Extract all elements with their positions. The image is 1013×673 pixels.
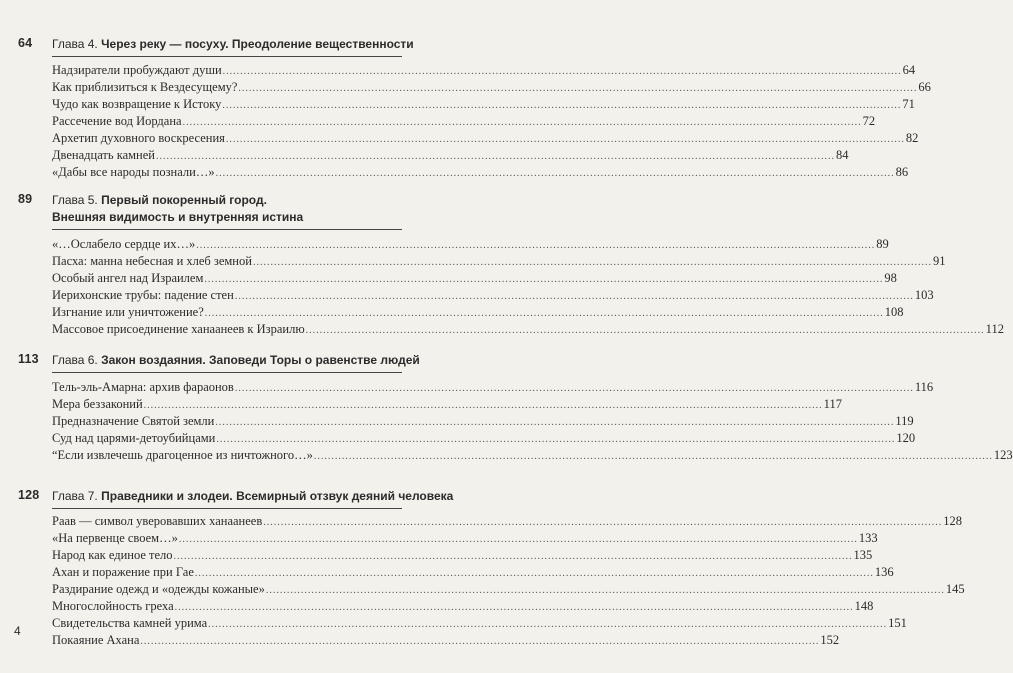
entry-page: 120 (896, 431, 916, 445)
toc-entry[interactable] (52, 531, 878, 548)
entry-page: 135 (853, 548, 873, 562)
entry-title: Раздирание одежд и «одежды кожаные» (52, 582, 265, 596)
leader-dots (235, 383, 914, 394)
entry-page: 145 (945, 582, 965, 596)
chapter-title (52, 36, 414, 53)
leader-dots (222, 100, 901, 111)
entry-page: 112 (985, 322, 1004, 336)
leader-dots (253, 257, 932, 268)
leader-dots (216, 434, 895, 445)
entry-page: 98 (884, 271, 897, 285)
toc-entry[interactable] (52, 633, 840, 650)
entry-page: 91 (932, 254, 946, 268)
chapter-6 (0, 352, 1013, 462)
leader-dots (263, 517, 942, 528)
entry-page: 117 (823, 397, 842, 411)
chapter-entries (52, 237, 1004, 339)
entry-title: Изгнание или уничтожение? (52, 305, 204, 319)
leader-dots (215, 417, 894, 428)
toc-entry[interactable] (52, 114, 876, 131)
chapter-heading (0, 192, 416, 226)
entry-title: Рассечение вод Иордана (52, 114, 182, 128)
toc-entry[interactable] (52, 63, 916, 80)
entry-page: 136 (874, 565, 894, 579)
chapter-5 (0, 192, 1004, 336)
chapter-page-number: 113 (18, 352, 39, 366)
toc-entry[interactable] (52, 582, 965, 599)
entry-page: 72 (862, 114, 876, 128)
toc-entry[interactable] (52, 397, 842, 414)
chapter-entries (52, 63, 931, 182)
entry-title: Чудо как возвращение к Истоку (52, 97, 222, 111)
toc-entry[interactable] (52, 414, 914, 431)
chapter-page-number: 64 (18, 36, 33, 50)
entry-title: Многослойность греха (52, 599, 174, 613)
leader-dots (175, 602, 854, 613)
toc-entry[interactable] (52, 514, 962, 531)
entry-page: 128 (943, 514, 962, 528)
chapter-label: Глава 6. (52, 353, 98, 367)
toc-entry[interactable] (52, 448, 1013, 465)
toc-entry[interactable] (52, 599, 874, 616)
toc-entry[interactable] (52, 288, 934, 305)
entry-page: 66 (918, 80, 931, 94)
chapter-rule (52, 508, 402, 509)
page-folio: 4 (14, 624, 21, 638)
entry-page: 116 (914, 380, 934, 394)
chapter-4 (0, 36, 931, 179)
leader-dots (238, 83, 917, 94)
entry-title: Предназначение Святой земли (52, 414, 215, 428)
chapter-name: Праведники и злодеи. Всемирный отзвук деяний человека (101, 489, 454, 503)
chapter-entries (52, 514, 965, 650)
leader-dots (204, 274, 883, 285)
chapter-label: Глава 7. (52, 489, 98, 503)
leader-dots (179, 534, 858, 545)
leader-dots (183, 117, 862, 128)
entry-page: 89 (876, 237, 889, 251)
chapter-name: Первый покоренный город. (101, 193, 267, 207)
leader-dots (205, 308, 884, 319)
entry-page: 84 (835, 148, 849, 162)
entry-page: 133 (858, 531, 878, 545)
entry-page: 82 (905, 131, 919, 145)
entry-title: Ахан и поражение при Гае (52, 565, 194, 579)
entry-title: Архетип духовного воскресения (52, 131, 225, 145)
toc-entry[interactable] (52, 565, 894, 582)
leader-dots (306, 325, 985, 336)
chapter-name: Закон воздаяния. Заповеди Торы о равенстве людей (101, 353, 420, 367)
entry-title: Особый ангел над Израилем (52, 271, 204, 285)
leader-dots (196, 240, 875, 251)
chapter-heading (0, 488, 454, 506)
toc-entry[interactable] (52, 548, 873, 565)
leader-dots (216, 168, 895, 179)
leader-dots (156, 151, 835, 162)
entry-title: «На первенце своем…» (52, 531, 178, 545)
toc-entry[interactable] (52, 616, 907, 633)
entry-page: 108 (884, 305, 904, 319)
entry-title: Суд над царями-детоубийцами (52, 431, 216, 445)
entry-title: Пасха: манна небесная и хлеб земной (52, 254, 252, 268)
entry-page: 119 (895, 414, 914, 428)
leader-dots (223, 66, 902, 77)
entry-page: 151 (888, 616, 907, 630)
entry-title: Мера беззаконий (52, 397, 143, 411)
toc-entry[interactable] (52, 254, 946, 271)
leader-dots (195, 568, 874, 579)
leader-dots (266, 585, 945, 596)
entry-title: Раав — символ уверовавших ханаанеев (52, 514, 263, 528)
chapter-entries (52, 380, 1013, 465)
entry-title: “Если извлечешь драгоценное из ничтожного…» (52, 448, 313, 462)
entry-title: «Дабы все народы познали…» (52, 165, 215, 179)
leader-dots (140, 636, 819, 647)
entry-title: Свидетельства камней урима (52, 616, 208, 630)
chapter-rule (52, 372, 402, 373)
leader-dots (208, 619, 887, 630)
leader-dots (144, 400, 823, 411)
entry-page: 86 (895, 165, 909, 179)
leader-dots (174, 551, 853, 562)
chapter-7 (0, 488, 965, 647)
chapter-heading (0, 36, 416, 54)
chapter-subtitle: Внешняя видимость и внутренняя истина (52, 210, 304, 224)
entry-title: Как приблизиться к Вездесущему? (52, 80, 238, 94)
entry-title: Иерихонские трубы: падение стен (52, 288, 234, 302)
entry-title: Народ как единое тело (52, 548, 173, 562)
entry-page: 71 (902, 97, 915, 111)
entry-title: Покаяние Ахана (52, 633, 140, 647)
entry-page: 64 (902, 63, 916, 77)
entry-title: Надзиратели пробуждают души (52, 63, 222, 77)
entry-title: Массовое присоединение ханаанеев к Израилю (52, 322, 305, 336)
entry-title: Тель-эль-Амарна: архив фараонов (52, 380, 234, 394)
chapter-heading (0, 352, 420, 370)
entry-page: 148 (854, 599, 874, 613)
entry-title: Двенадцать камней (52, 148, 155, 162)
chapter-page-number: 89 (18, 192, 33, 206)
toc-entry[interactable] (52, 165, 909, 182)
chapter-label: Глава 4. (52, 37, 98, 51)
toc-entry[interactable] (52, 322, 1004, 339)
toc-entry[interactable] (52, 237, 889, 254)
toc-entry[interactable] (52, 431, 916, 448)
entry-page: 103 (914, 288, 934, 302)
entry-page: 152 (820, 633, 840, 647)
toc-entry[interactable] (52, 148, 849, 165)
chapter-rule (52, 229, 402, 230)
chapter-rule (52, 56, 402, 57)
chapter-title (52, 192, 402, 226)
chapter-page-number: 128 (18, 488, 40, 502)
chapter-label: Глава 5. (52, 193, 98, 207)
chapter-title (52, 488, 454, 505)
chapter-name: Через реку — посуху. Преодоление вещественности (101, 37, 414, 51)
toc-entry[interactable] (52, 271, 897, 288)
toc-entry[interactable] (52, 380, 934, 397)
leader-dots (235, 291, 914, 302)
chapter-title (52, 352, 420, 369)
toc-entry[interactable] (52, 305, 904, 322)
leader-dots (226, 134, 905, 145)
entry-page: 123 (993, 448, 1013, 462)
toc-entry[interactable] (52, 97, 915, 114)
toc-entry[interactable] (52, 80, 931, 97)
toc-entry[interactable] (52, 131, 919, 148)
entry-title: «…Ослабело сердце их…» (52, 237, 196, 251)
leader-dots (314, 451, 993, 462)
